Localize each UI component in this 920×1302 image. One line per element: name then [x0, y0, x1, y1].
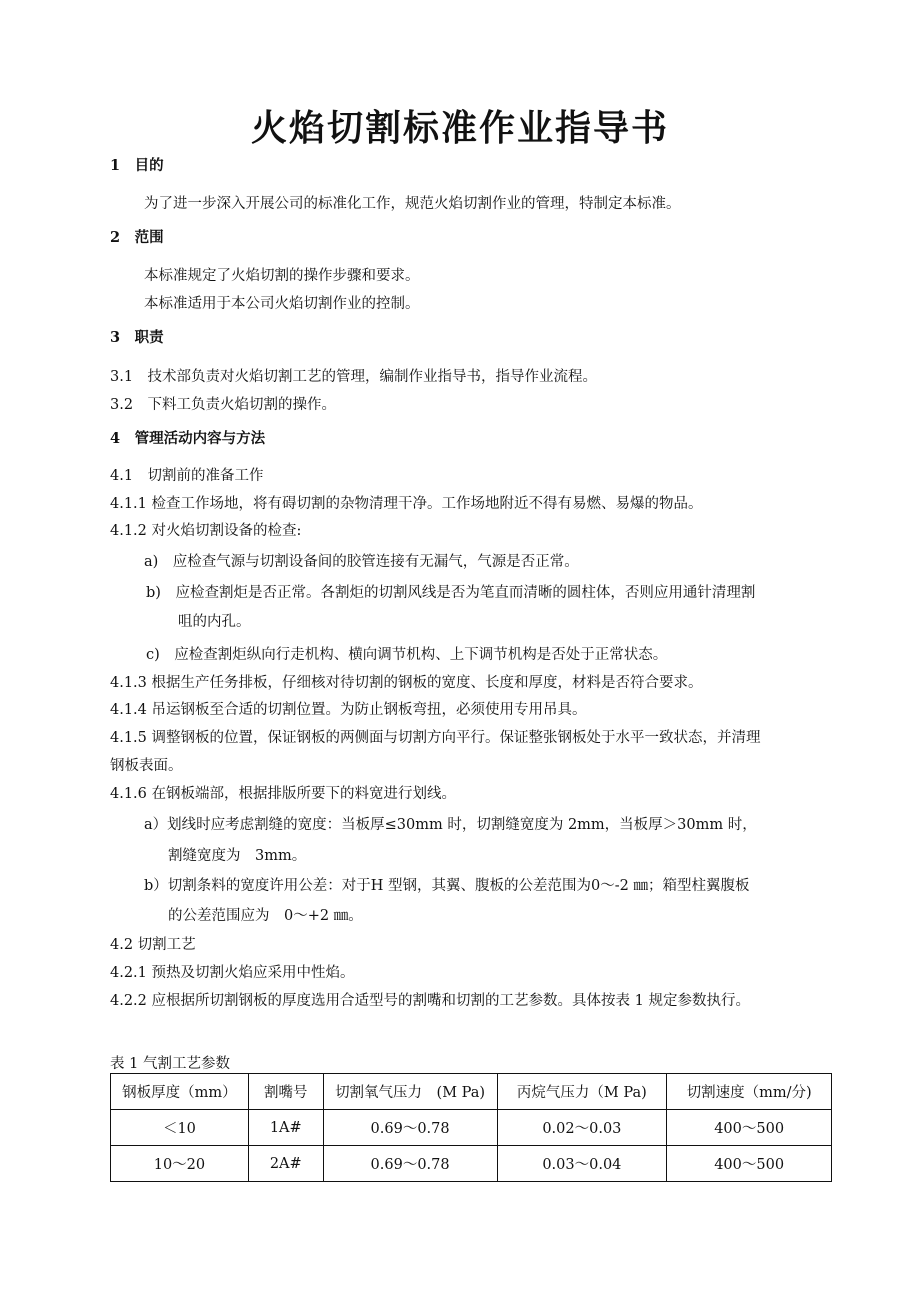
paragraph-line: 4.1.6 在钢板端部，根据排版所要下的料宽进行划线。 [110, 786, 457, 802]
paragraph-line: b) 应检查割炬是否正常。各割炬的切割风线是否为笔直而清晰的圆柱体，否则应用通针清理割 [146, 585, 756, 601]
paragraph-line: 4.1.5 调整钢板的位置，保证钢板的两侧面与切割方向平行。保证整张钢板处于水平一致状态，并清理 [110, 730, 761, 746]
paragraph-line: 咀的内孔。 [178, 614, 251, 630]
table-header-cell: 丙烷气压力（M Pa) [497, 1074, 667, 1110]
table-cell: 1A# [248, 1110, 323, 1146]
table-cell: 400～500 [667, 1146, 832, 1182]
table-header-cell: 割嘴号 [248, 1074, 323, 1110]
paragraph-line: 钢板表面。 [110, 758, 183, 774]
table-cell: 0.03～0.04 [497, 1146, 667, 1182]
table-cell: 10～20 [111, 1146, 249, 1182]
section-heading: 3 职责 [110, 329, 164, 346]
paragraph-line: 4.1.3 根据生产任务排板，仔细核对待切割的钢板的宽度、长度和厚度，材料是否符合要求。 [110, 675, 703, 691]
paragraph-line: 3.1 技术部负责对火焰切割工艺的管理，编制作业指导书，指导作业流程。 [110, 369, 598, 385]
table-cell: 0.69～0.78 [323, 1110, 497, 1146]
paragraph-line: 本标准适用于本公司火焰切割作业的控制。 [144, 296, 420, 312]
table-cell: 0.69～0.78 [323, 1146, 497, 1182]
table-cell: 0.02～0.03 [497, 1110, 667, 1146]
paragraph-line: a）划线时应考虑割缝的宽度：当板厚≤30mm 时，切割缝宽度为 2mm，当板厚＞30mm 时， [144, 817, 757, 833]
table-cell: 2A# [248, 1146, 323, 1182]
paragraph-line: c) 应检查割炬纵向行走机构、横向调节机构、上下调节机构是否处于正常状态。 [146, 647, 668, 663]
table-row [111, 1110, 832, 1146]
table-header-cell: 切割速度（mm/分) [667, 1074, 832, 1110]
table-header-cell: 钢板厚度（mm） [111, 1074, 249, 1110]
table-header-row [111, 1074, 832, 1110]
table-row [111, 1146, 832, 1182]
paragraph-line: 为了进一步深入开展公司的标准化工作，规范火焰切割作业的管理，特制定本标准。 [144, 196, 681, 212]
table-cell: ＜10 [111, 1110, 249, 1146]
table-cell: 400～500 [667, 1110, 832, 1146]
table-header-cell: 切割氧气压力 (M Pa) [323, 1074, 497, 1110]
process-parameter-table [110, 1073, 832, 1182]
paragraph-line: 割缝宽度为 3mm。 [168, 848, 307, 864]
table-caption: 表 1 气割工艺参数 [110, 1056, 230, 1072]
paragraph-line: 4.1 切割前的准备工作 [110, 468, 264, 484]
section-heading: 1 目的 [110, 157, 164, 174]
section-heading: 4 管理活动内容与方法 [110, 430, 266, 447]
document-title: 火焰切割标准作业指导书 [250, 107, 669, 149]
paragraph-line: 4.2.2 应根据所切割钢板的厚度选用合适型号的割嘴和切割的工艺参数。具体按表 1 规定参数执行。 [110, 993, 750, 1009]
paragraph-line: 的公差范围应为 0～+2 ㎜。 [168, 908, 363, 924]
section-heading: 2 范围 [110, 229, 164, 246]
paragraph-line: 4.2 切割工艺 [110, 937, 196, 953]
paragraph-line: 4.2.1 预热及切割火焰应采用中性焰。 [110, 965, 355, 981]
paragraph-line: a) 应检查气源与切割设备间的胶管连接有无漏气，气源是否正常。 [144, 554, 579, 570]
paragraph-line: 4.1.4 吊运钢板至合适的切割位置。为防止钢板弯扭，必须使用专用吊具。 [110, 702, 587, 718]
paragraph-line: 4.1.2 对火焰切割设备的检查: [110, 523, 302, 539]
paragraph-line: 本标准规定了火焰切割的操作步骤和要求。 [144, 268, 420, 284]
paragraph-line: b）切割条料的宽度许用公差：对于H 型钢，其翼、腹板的公差范围为0～-2 ㎜；箱型柱翼腹板 [144, 878, 750, 894]
paragraph-line: 4.1.1 检查工作场地，将有碍切割的杂物清理干净。工作场地附近不得有易燃、易爆的物品。 [110, 496, 703, 512]
paragraph-line: 3.2 下料工负责火焰切割的操作。 [110, 397, 337, 413]
